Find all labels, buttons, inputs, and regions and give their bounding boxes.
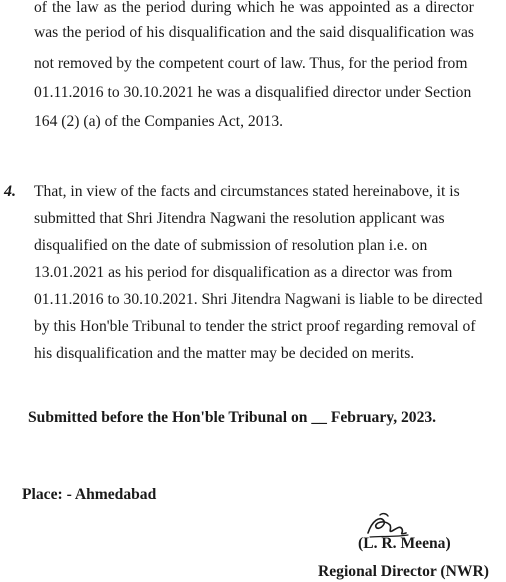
word: was [34,24,59,41]
word: of [34,0,47,16]
word: was [449,24,474,41]
submission-statement: Submitted before the Hon'ble Tribunal on __ February, 2023. [28,409,437,426]
paragraph-line: 13.01.2021 as his period for disqualification as a director was from [34,264,453,281]
word: period [85,24,126,41]
paragraph-line: disqualified on the date of submission of resolution plan i.e. on [34,237,428,254]
word: which [236,0,275,16]
paragraph-line [34,0,474,17]
word: the [62,24,82,41]
paragraph-line: not removed by the competent court of law. Thus, for the period from [34,55,468,72]
word: a [413,0,421,16]
word: law [76,0,99,16]
word: during [190,0,232,16]
signatory-designation: Regional Director (NWR) [318,563,489,580]
word: appointed [328,0,391,16]
word: director [425,0,474,16]
word: disqualification [348,24,446,41]
place-line: Place: - Ahmedabad [22,486,157,503]
word: as [103,0,117,16]
paragraph-line: That, in view of the facts and circumstances stated hereinabove, it is [34,183,460,200]
word: he [279,0,295,16]
word: and [269,24,293,41]
word: as [395,0,409,16]
word: the [52,0,72,16]
word: the [121,0,141,16]
paragraph-number: 4. [4,183,16,200]
paragraph-line [34,24,474,42]
word: was [299,0,324,16]
word: disqualification [168,24,266,41]
word: the [296,24,316,41]
signatory-name: (L. R. Meena) [358,535,451,552]
word: his [146,24,165,41]
word: of [129,24,143,41]
paragraph-line: 01.11.2016 to 30.10.2021 he was a disqualified director under Section [34,84,472,101]
word: said [319,24,345,41]
paragraph-line: 01.11.2016 to 30.10.2021. Shri Jitendra Nagwani is liable to be directed [34,291,483,308]
paragraph-line: 164 (2) (a) of the Companies Act, 2013. [34,113,284,130]
paragraph-line: submitted that Shri Jitendra Nagwani the resolution applicant was [34,210,445,227]
word: period [145,0,186,16]
paragraph-line: by this Hon'ble Tribunal to tender the strict proof regarding removal of [34,318,476,335]
paragraph-line: his disqualification and the matter may be decided on merits. [34,345,415,362]
